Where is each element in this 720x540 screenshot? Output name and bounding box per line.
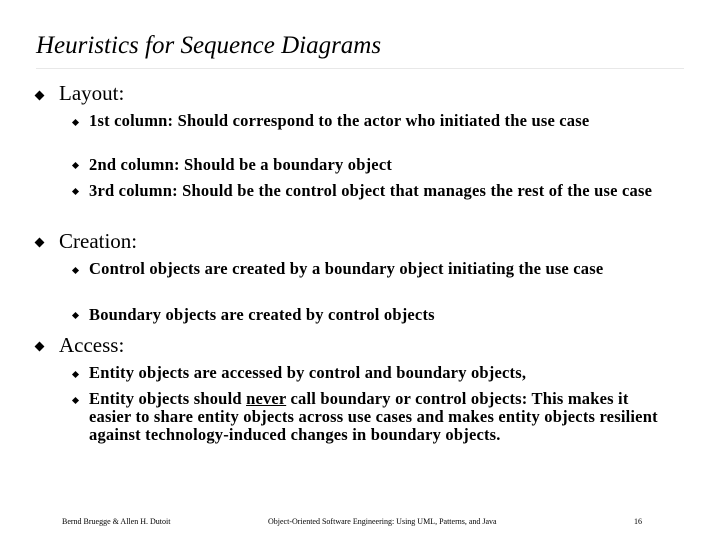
access-item-1: Entity objects are accessed by control and boundary objects, xyxy=(89,363,527,382)
slide-title: Heuristics for Sequence Diagrams xyxy=(36,32,382,59)
access-item-2-start: Entity objects should xyxy=(89,389,247,408)
emphasis-never: never xyxy=(246,389,287,408)
layout-item-3: 3rd column: Should be the control object that manages the rest of the use case xyxy=(89,181,653,200)
section-heading-creation: Creation: xyxy=(59,229,138,253)
title-divider xyxy=(36,68,684,69)
access-item-2-end: call boundary or control objects: This makes it easier to share entity objects across use cases and makes entity objects resilient against technology-induced changes in boundary objects. xyxy=(89,389,658,444)
access-item-2 xyxy=(89,390,669,444)
bullet-icon xyxy=(72,162,79,169)
bullet-icon xyxy=(72,312,79,319)
bullet-icon xyxy=(72,188,79,195)
diamond-bullet-icon xyxy=(35,238,45,248)
section-heading-layout: Layout: xyxy=(59,81,125,105)
bullet-icon xyxy=(72,371,79,378)
bullet-icon xyxy=(72,119,79,126)
creation-item-1: Control objects are created by a boundary object initiating the use case xyxy=(89,259,604,278)
footer-book-title: Object-Oriented Software Engineering: Using UML, Patterns, and Java xyxy=(268,517,497,526)
diamond-bullet-icon xyxy=(35,91,45,101)
footer-page-number: 16 xyxy=(634,517,642,526)
creation-item-2: Boundary objects are created by control objects xyxy=(89,305,435,324)
footer-authors: Bernd Bruegge & Allen H. Dutoit xyxy=(62,517,171,526)
bullet-icon xyxy=(72,397,79,404)
diamond-bullet-icon xyxy=(35,342,45,352)
layout-item-2: 2nd column: Should be a boundary object xyxy=(89,155,393,174)
bullet-icon xyxy=(72,267,79,274)
layout-item-1: 1st column: Should correspond to the actor who initiated the use case xyxy=(89,111,590,130)
section-heading-access: Access: xyxy=(59,333,125,357)
